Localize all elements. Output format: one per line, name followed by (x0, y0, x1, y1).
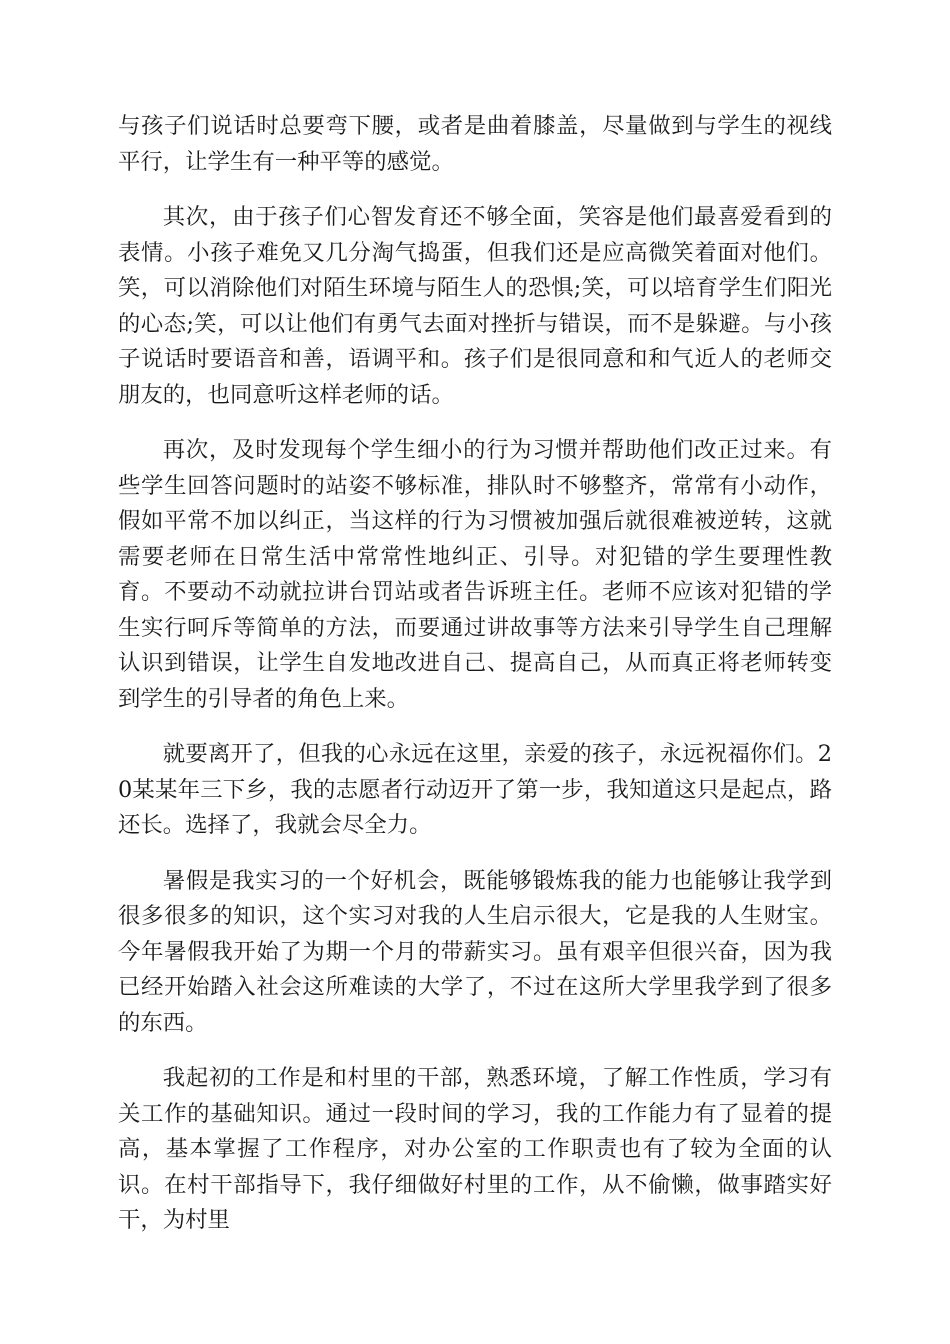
paragraph-1: 与孩子们说话时总要弯下腰，或者是曲着膝盖，尽量做到与学生的视线平行，让学生有一种平等的感觉。 (118, 113, 832, 175)
paragraph-6: 我起初的工作是和村里的干部，熟悉环境，了解工作性质，学习有关工作的基础知识。通过一段时间的学习，我的工作能力有了显着的提高，基本掌握了工作程序，对办公室的工作职责也有了较为全面的认识。在村干部指导下，我仔细做好村里的工作，从不偷懒，做事踏实好干，为村里 (118, 1065, 832, 1233)
body-text (118, 109, 832, 1259)
paragraph-4: 就要离开了，但我的心永远在这里，亲爱的孩子，永远祝福你们。20某某年三下乡，我的志愿者行动迈开了第一步，我知道这只是起点，路还长。选择了，我就会尽全力。 (118, 741, 832, 838)
paragraph-3: 再次，及时发现每个学生细小的行为习惯并帮助他们改正过来。有些学生回答问题时的站姿不够标准，排队时不够整齐，常常有小动作，假如平常不加以纠正，当这样的行为习惯被加强后就很难被逆转，这就需要老师在日常生活中常常性地纠正、引导。对犯错的学生要理性教育。不要动不动就拉讲台罚站或者告诉班主任。老师不应该对犯错的学生实行呵斥等简单的方法，而要通过讲故事等方法来引导学生自己理解认识到错误，让学生自发地改进自己、提高自己，从而真正将老师转变到学生的引导者的角色上来。 (118, 437, 832, 712)
paragraph-5: 暑假是我实习的一个好机会，既能够锻炼我的能力也能够让我学到很多很多的知识，这个实习对我的人生启示很大，它是我的人生财宝。今年暑假我开始了为期一个月的带薪实习。虽有艰辛但很兴奋，因为我已经开始踏入社会这所难读的大学了，不过在这所大学里我学到了很多的东西。 (118, 867, 832, 1036)
paragraph-2: 其次，由于孩子们心智发育还不够全面，笑容是他们最喜爱看到的表情。小孩子难免又几分淘气捣蛋，但我们还是应高微笑着面对他们。笑，可以消除他们对陌生环境与陌生人的恐惧;笑，可以培育学生们阳光的心态;笑，可以让他们有勇气去面对挫折与错误，而不是躲避。与小孩子说话时要语音和善，语调平和。孩子们是很同意和和气近人的老师交朋友的，也同意听这样老师的话。 (118, 204, 832, 408)
